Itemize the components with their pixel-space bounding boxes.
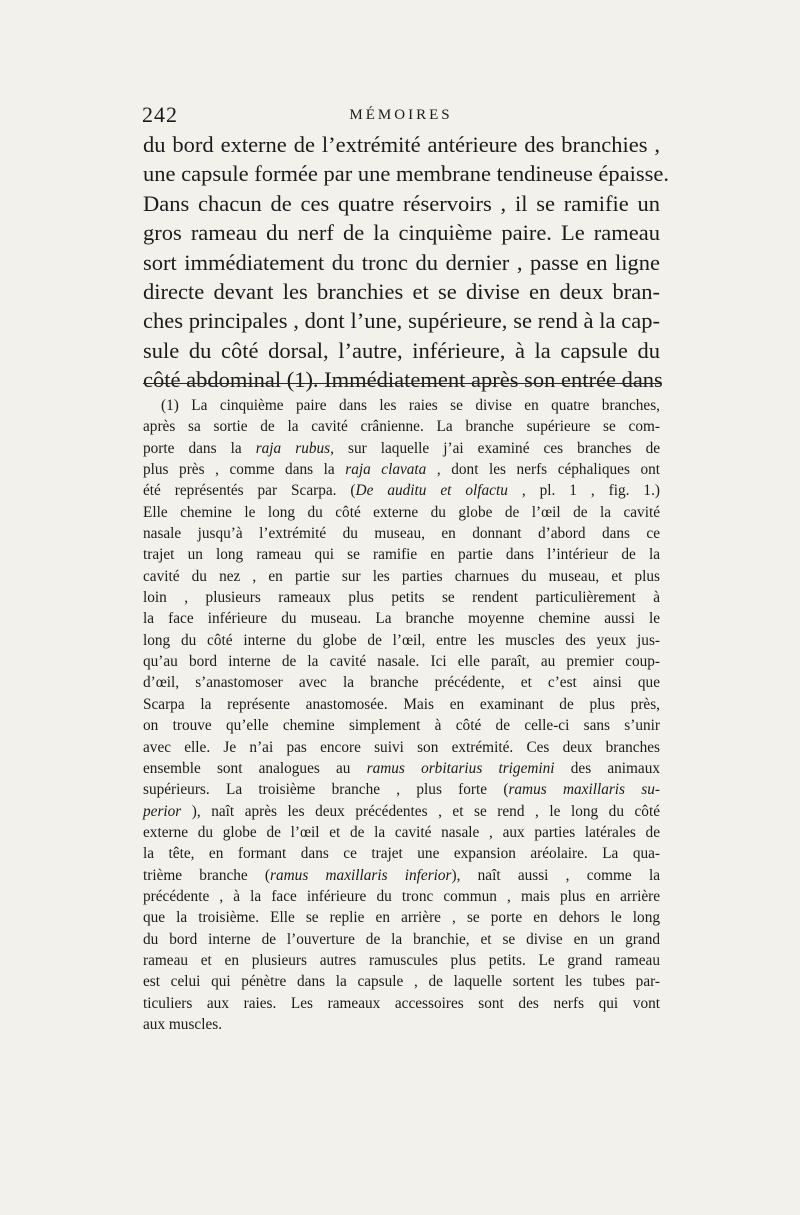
species-name: raja clavata: [345, 461, 427, 479]
footnote-line: [143, 438, 660, 459]
page-number: 242: [142, 102, 178, 127]
footnote-line: Scarpa la représente anastomosée. Mais en examinant de plus près,: [143, 695, 660, 713]
footnote-line: du bord interne de l’ouverture de la branchie, et se divise en un grand: [143, 930, 660, 948]
running-title: MÉMOIRES: [349, 107, 453, 123]
footnote-line: loin , plusieurs rameaux plus petits se rendent particulièrement à: [143, 589, 660, 607]
footnote-line: on trouve qu’elle chemine simplement à côté de celle-ci sans s’unir: [143, 717, 660, 735]
footnote-line: (1) La cinquième paire dans les raies se divise en quatre branches,: [161, 397, 660, 414]
latin-term: ramus maxillaris su-: [508, 781, 660, 799]
footnote-line: [143, 865, 660, 886]
footnote-line: que la troisième. Elle se replie en arrière , se porte en dehors le long: [143, 909, 660, 927]
footnote-text: ), naît après les deux précédentes , et se rend , le long du côté: [181, 802, 660, 820]
footnote-text: , dont les nerfs céphaliques ont: [426, 461, 660, 479]
latin-term: ramus orbitarius trigemini: [366, 759, 555, 777]
footnote-text: été représentés par Scarpa. (: [143, 482, 356, 500]
text-line: sule du côté dorsal, l’autre, inférieure, à la capsule du: [143, 337, 660, 363]
latin-term: ramus maxillaris inferior: [270, 866, 452, 884]
text-line: sort immédiatement du tronc du dernier , passe en ligne: [143, 249, 660, 275]
footnote-line: d’œil, s’anastomoser avec la branche précédente, et c’est ainsi que: [143, 674, 660, 692]
footnote-line: trajet un long rameau qui se ramifie en partie dans l’intérieur de la: [143, 546, 660, 564]
footnote-text: des animaux: [554, 759, 661, 777]
footnote-line: cavité du nez , en partie sur les parties charnues du museau, et plus: [143, 567, 660, 585]
footnote-text: trième branche (: [143, 866, 271, 884]
footnote-line: avec elle. Je n’ai pas encore suivi son extrémité. Ces deux branches: [143, 738, 660, 756]
footnote-line: [143, 758, 660, 779]
latin-term: perior: [143, 802, 182, 820]
footnote-line: nasale jusqu’à l’extrémité du museau, en donnant d’abord dans ce: [143, 525, 660, 543]
text-line: une capsule formée par une membrane tendineuse épaisse.: [143, 161, 670, 187]
footnote-line: est celui qui pénètre dans la capsule , de laquelle sortent les tubes par-: [143, 973, 660, 991]
footnote-line: qu’au bord interne de la cavité nasale. Ici elle paraît, au premier coup-: [143, 653, 660, 671]
species-name: raja rubus: [255, 439, 331, 457]
text-line: Dans chacun de ces quatre réservoirs , il se ramifie un: [143, 190, 660, 216]
footnote-text: ), naît aussi , comme la: [451, 866, 660, 884]
footnote-text: porte dans la: [143, 439, 256, 457]
footnote-line: externe du globe de l’œil et de la cavité nasale , aux parties latérales de: [143, 823, 660, 841]
footnote: [143, 395, 660, 1035]
text-line: du bord externe de l’extrémité antérieure des branchies ,: [143, 132, 660, 157]
citation-title: De auditu et olfactu: [355, 482, 508, 500]
text-line: ches principales , dont l’une, supérieure, se rend à la cap-: [143, 308, 660, 334]
page-header: [142, 102, 660, 130]
footnote-line: [143, 459, 660, 480]
text-line: gros rameau du nerf de la cinquième paire. Le rameau: [143, 220, 660, 246]
main-text: [143, 130, 670, 395]
footnote-rule: [143, 383, 660, 384]
footnote-line: ticuliers aux raies. Les rameaux accessoires sont des nerfs qui vont: [143, 994, 660, 1012]
footnote-text: supérieurs. La troisième branche , plus forte (: [143, 781, 509, 799]
footnote-line: après sa sortie de la cavité crânienne. La branche supérieure se com-: [143, 418, 660, 436]
footnote-line: aux muscles.: [143, 1015, 223, 1033]
footnote-text: , sur laquelle j’ai examiné ces branches de: [330, 439, 661, 457]
footnote-line: la tête, en formant dans ce trajet une expansion aréolaire. La qua-: [143, 845, 660, 863]
footnote-text: , pl. 1 , fig. 1.): [507, 482, 660, 500]
footnote-text: plus près , comme dans la: [143, 461, 346, 479]
footnote-line: rameau et en plusieurs autres ramuscules plus petits. Le grand rameau: [143, 951, 660, 969]
footnote-line: [143, 779, 660, 800]
footnote-line: [143, 480, 660, 501]
text-line: directe devant les branchies et se divise en deux bran-: [143, 279, 660, 305]
text-line: côté abdominal (1). Immédiatement après son entrée dans: [143, 367, 663, 393]
footnote-line: long du côté interne du globe de l’œil, entre les muscles des yeux jus-: [143, 631, 660, 649]
footnote-line: Elle chemine le long du côté externe du globe de l’œil de la cavité: [143, 503, 660, 521]
footnote-line: [143, 801, 660, 822]
footnote-text: ensemble sont analogues au: [143, 759, 367, 777]
footnote-line: la face inférieure du museau. La branche moyenne chemine aussi le: [143, 610, 660, 628]
footnote-line: précédente , à la face inférieure du tronc commun , mais plus en arrière: [143, 887, 660, 905]
